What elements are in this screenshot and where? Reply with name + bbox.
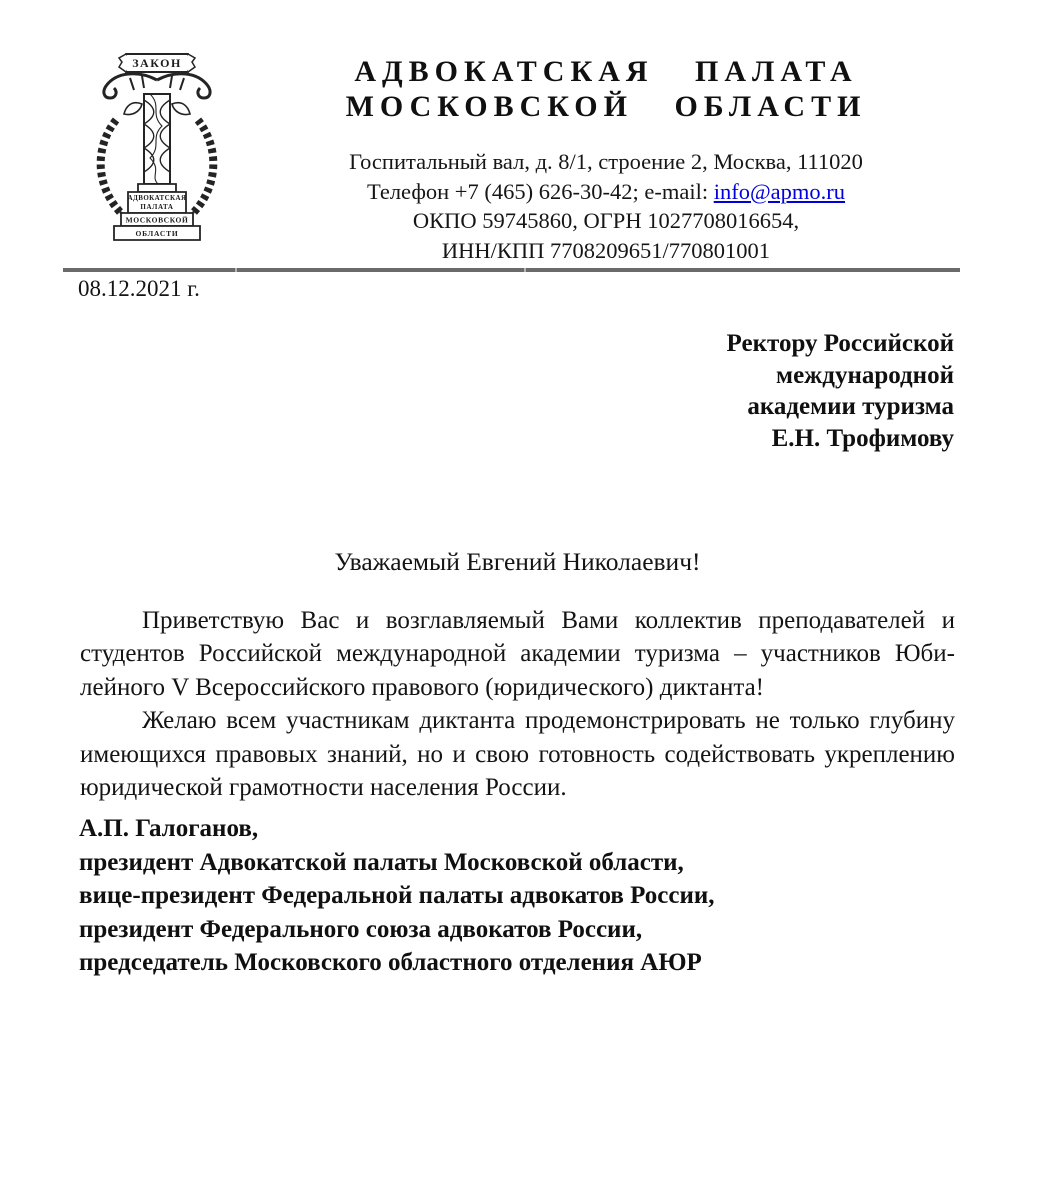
letterhead [300,54,912,265]
emblem-pedestal-text-2: ПАЛАТА [140,203,174,211]
recipient-line: Ректору Российской [726,330,954,357]
okpo-ogrn-line: ОКПО 59745860, ОГРН 1027708016654, [412,208,800,233]
body-paragraph-1: Приветствую Вас и возглавляемый Вами коллектив преподавателей и студентов Российской международной академии туризма – участников Юбилейного V Всероссийского правового (юридического) диктанта! [80,607,955,701]
signatory-title: президент Адвокатской палаты Московской области, [79,848,684,876]
letter-date: 08.12.2021 г. [78,276,200,301]
org-name-line-2: МОСКОВСКОЙ ОБЛАСТИ [345,90,867,123]
address-line: Госпитальный вал, д. 8/1, строение 2, Москва, 111020 [349,149,863,174]
letter-body [80,604,955,804]
recipient-block [480,328,954,454]
phone-text: Телефон +7 (465) 626-30-42; e-mail: [366,178,714,204]
contact-block [300,147,912,265]
organization-emblem [86,50,228,244]
divider-segment [63,268,235,272]
signatory-title: президент Федерального союза адвокатов России, [79,915,643,943]
emblem-pedestal-text-3: МОСКОВСКОЙ [125,215,189,225]
emblem-pedestal-text-4: ОБЛАСТИ [135,229,179,238]
emblem-pedestal-text-1: АДВОКАТСКАЯ [127,194,187,202]
signatory-name: А.П. Галоганов, [79,815,259,842]
salutation: Уважаемый Евгений Николаевич! [334,547,701,576]
body-paragraph-2: Желаю всем участникам диктанта продемонстрировать не только глубину имеющихся правовых знаний, но и свою готовность содействовать укреплению юридической грамотности населения России. [80,707,955,802]
law-column-emblem-icon [86,50,228,244]
inn-kpp-line: ИНН/КПП 7708209651/770801001 [441,237,771,263]
signatory-title: вице-президент Федеральной палаты адвокатов России, [79,882,715,909]
org-name-line-1: АДВОКАТСКАЯ ПАЛАТА [354,55,858,88]
letterhead-divider [63,268,960,272]
phone-line [300,177,912,207]
signature-block [79,812,955,980]
recipient-line: академии туризма [747,393,954,420]
email-link[interactable]: info@apmo.ru [713,178,846,204]
recipient-line: международной [776,361,954,389]
recipient-line: Е.Н. Трофимову [771,424,954,452]
divider-segment [526,268,960,272]
emblem-banner-text: ЗАКОН [132,56,182,70]
signatory-title: председатель Московского областного отделения АЮР [79,949,702,976]
divider-segment [237,268,524,272]
